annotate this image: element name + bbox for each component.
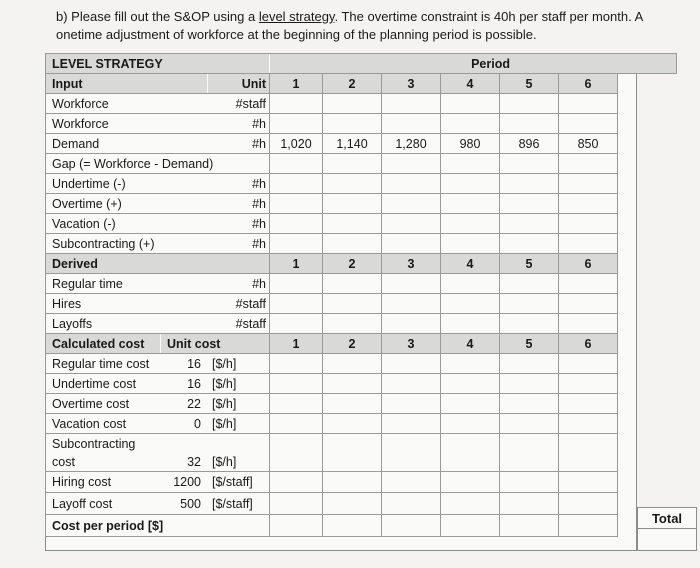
cell[interactable] — [270, 154, 323, 174]
demand-row — [46, 134, 677, 154]
cell[interactable] — [382, 472, 441, 493]
cell[interactable] — [270, 374, 323, 394]
cost-unit: [$/h] — [208, 354, 270, 374]
row-unit: #h — [208, 274, 270, 294]
cell[interactable] — [382, 234, 441, 254]
cell[interactable] — [382, 414, 441, 434]
cell[interactable] — [500, 154, 559, 174]
cell[interactable] — [382, 214, 441, 234]
cell[interactable] — [323, 154, 382, 174]
period-5: 5 — [500, 254, 559, 274]
period-3: 3 — [382, 74, 441, 94]
cell[interactable] — [441, 234, 500, 254]
cell[interactable] — [559, 472, 618, 493]
cell[interactable] — [382, 194, 441, 214]
cell[interactable] — [500, 314, 559, 334]
cell[interactable] — [270, 114, 323, 134]
derived-section-row — [46, 254, 677, 274]
cell[interactable] — [270, 354, 323, 374]
cost-unit: [$/staff] — [208, 472, 270, 493]
question-prefix: b) Please fill out the S&OP using a — [56, 9, 259, 24]
cost-value: 32 — [161, 434, 208, 472]
cell[interactable] — [323, 294, 382, 314]
regular-time-row — [46, 274, 677, 294]
cell[interactable] — [559, 515, 618, 537]
cell[interactable] — [559, 234, 618, 254]
overtime-cost-row — [46, 394, 677, 414]
cell[interactable] — [559, 274, 618, 294]
cost-label: Overtime cost — [46, 394, 161, 414]
question-rest: . The overtime constraint is 40h per staff per month. A — [334, 9, 644, 24]
cell[interactable] — [323, 234, 382, 254]
row-label: Demand — [46, 134, 208, 154]
cell[interactable] — [441, 274, 500, 294]
cell[interactable] — [559, 214, 618, 234]
cost-value: 16 — [161, 374, 208, 394]
cell[interactable] — [382, 434, 441, 472]
period-2: 2 — [323, 74, 382, 94]
cell[interactable] — [441, 434, 500, 472]
hiring-cost-row — [46, 472, 677, 493]
row-unit: #staff — [208, 314, 270, 334]
row-label: Vacation (-) — [46, 214, 208, 234]
cell[interactable] — [500, 374, 559, 394]
cost-label: Regular time cost — [46, 354, 161, 374]
period-label: Period — [270, 54, 677, 74]
cost-value: 22 — [161, 394, 208, 414]
demand-p6: 850 — [559, 134, 618, 154]
period-4: 4 — [441, 334, 500, 354]
cell[interactable] — [323, 114, 382, 134]
cell[interactable] — [382, 515, 441, 537]
cost-label: Subcontracting cost — [46, 434, 161, 472]
cell[interactable] — [270, 414, 323, 434]
row-label: Undertime (-) — [46, 174, 208, 194]
row-unit: #h — [208, 174, 270, 194]
cell[interactable] — [323, 493, 382, 515]
calculated-label: Calculated cost — [46, 334, 161, 354]
unit-header: Unit — [208, 74, 270, 94]
row-label: Hires — [46, 294, 208, 314]
cell[interactable] — [382, 174, 441, 194]
row-label: Workforce — [46, 94, 208, 114]
cell[interactable] — [441, 214, 500, 234]
cell[interactable] — [270, 314, 323, 334]
cell[interactable] — [441, 154, 500, 174]
table-title: LEVEL STRATEGY — [46, 54, 270, 74]
period-5: 5 — [500, 74, 559, 94]
cell[interactable] — [382, 274, 441, 294]
input-label: Input — [46, 74, 208, 94]
cost-per-period-row — [46, 515, 677, 537]
cell[interactable] — [500, 493, 559, 515]
period-3: 3 — [382, 334, 441, 354]
demand-p2: 1,140 — [323, 134, 382, 154]
cell[interactable] — [441, 472, 500, 493]
cell[interactable] — [323, 515, 382, 537]
cell[interactable] — [559, 493, 618, 515]
cell[interactable] — [270, 194, 323, 214]
cell[interactable] — [500, 434, 559, 472]
cell[interactable] — [441, 515, 500, 537]
cell[interactable] — [323, 472, 382, 493]
total-label: Total — [637, 507, 697, 529]
cell[interactable] — [270, 214, 323, 234]
row-label: Workforce — [46, 114, 208, 134]
cell[interactable] — [441, 394, 500, 414]
cell[interactable] — [500, 414, 559, 434]
cell[interactable] — [323, 274, 382, 294]
cell[interactable] — [270, 94, 323, 114]
cell[interactable] — [382, 354, 441, 374]
cost-label: Undertime cost — [46, 374, 161, 394]
cost-value: 500 — [161, 493, 208, 515]
cell[interactable] — [559, 414, 618, 434]
cell[interactable] — [323, 354, 382, 374]
cell[interactable] — [323, 94, 382, 114]
cell[interactable] — [323, 414, 382, 434]
cell[interactable] — [441, 493, 500, 515]
period-4: 4 — [441, 254, 500, 274]
table-header-row — [46, 54, 677, 74]
cell[interactable] — [500, 234, 559, 254]
unit-cost-header: Unit cost — [161, 334, 270, 354]
cell[interactable] — [270, 515, 323, 537]
row-unit: #h — [208, 234, 270, 254]
level-strategy-link: level strategy — [258, 9, 335, 24]
cell[interactable] — [270, 394, 323, 414]
gap-row — [46, 154, 677, 174]
row-unit: #h — [208, 134, 270, 154]
demand-p4: 980 — [441, 134, 500, 154]
cell[interactable] — [441, 94, 500, 114]
cell[interactable] — [270, 174, 323, 194]
input-section-row — [46, 74, 677, 94]
cost-label: Vacation cost — [46, 414, 161, 434]
total-cell[interactable] — [637, 529, 697, 551]
sop-table — [45, 53, 677, 537]
cell[interactable] — [500, 515, 559, 537]
cell[interactable] — [382, 314, 441, 334]
cell[interactable] — [559, 94, 618, 114]
vacation-cost-row — [46, 414, 677, 434]
period-3: 3 — [382, 254, 441, 274]
cell[interactable] — [382, 94, 441, 114]
cell[interactable] — [323, 434, 382, 472]
cell[interactable] — [270, 434, 323, 472]
row-unit: #h — [208, 114, 270, 134]
period-6: 6 — [559, 334, 618, 354]
cell[interactable] — [500, 114, 559, 134]
cost-per-period-label: Cost per period [$] — [46, 515, 270, 537]
cell[interactable] — [441, 174, 500, 194]
row-label: Regular time — [46, 274, 208, 294]
cell[interactable] — [323, 314, 382, 334]
cell[interactable] — [559, 354, 618, 374]
workforce-hours-row — [46, 114, 677, 134]
cell[interactable] — [382, 294, 441, 314]
cell[interactable] — [323, 374, 382, 394]
cell[interactable] — [559, 194, 618, 214]
cell[interactable] — [382, 493, 441, 515]
cell[interactable] — [441, 414, 500, 434]
cell[interactable] — [323, 394, 382, 414]
workforce-staff-row — [46, 94, 677, 114]
cost-value: 1200 — [161, 472, 208, 493]
cell[interactable] — [323, 194, 382, 214]
cost-value: 0 — [161, 414, 208, 434]
period-1: 1 — [270, 74, 323, 94]
cell[interactable] — [500, 354, 559, 374]
cell[interactable] — [382, 394, 441, 414]
cell[interactable] — [441, 374, 500, 394]
cost-unit: [$/h] — [208, 374, 270, 394]
cell[interactable] — [270, 294, 323, 314]
cost-value: 16 — [161, 354, 208, 374]
cell[interactable] — [441, 114, 500, 134]
cell[interactable] — [441, 194, 500, 214]
period-2: 2 — [323, 254, 382, 274]
vacation-row — [46, 214, 677, 234]
row-label: Subcontracting (+) — [46, 234, 208, 254]
overtime-row — [46, 194, 677, 214]
regular-time-cost-row — [46, 354, 677, 374]
cell[interactable] — [270, 274, 323, 294]
undertime-row — [46, 174, 677, 194]
period-5: 5 — [500, 334, 559, 354]
period-1: 1 — [270, 254, 323, 274]
cost-unit: [$/h] — [208, 414, 270, 434]
cell[interactable] — [323, 214, 382, 234]
layoff-cost-row — [46, 493, 677, 515]
cell[interactable] — [500, 274, 559, 294]
cell[interactable] — [559, 434, 618, 472]
cell[interactable] — [382, 114, 441, 134]
period-4: 4 — [441, 74, 500, 94]
row-unit: #h — [208, 214, 270, 234]
cell[interactable] — [270, 472, 323, 493]
demand-p3: 1,280 — [382, 134, 441, 154]
calculated-section-row — [46, 334, 677, 354]
period-2: 2 — [323, 334, 382, 354]
cell[interactable] — [441, 354, 500, 374]
cell[interactable] — [559, 394, 618, 414]
hires-row — [46, 294, 677, 314]
cell[interactable] — [270, 234, 323, 254]
row-unit: #h — [208, 194, 270, 214]
row-label: Gap (= Workforce - Demand) — [46, 154, 270, 174]
cell[interactable] — [500, 214, 559, 234]
cell[interactable] — [323, 174, 382, 194]
cost-label: Layoff cost — [46, 493, 161, 515]
cell[interactable] — [559, 154, 618, 174]
cell[interactable] — [500, 294, 559, 314]
question-text — [56, 8, 686, 44]
cell[interactable] — [500, 174, 559, 194]
cell[interactable] — [382, 374, 441, 394]
cell[interactable] — [500, 194, 559, 214]
cell[interactable] — [500, 394, 559, 414]
row-label: Overtime (+) — [46, 194, 208, 214]
cost-unit: [$/h] — [208, 394, 270, 414]
cell[interactable] — [559, 374, 618, 394]
cost-unit: [$/h] — [208, 434, 270, 472]
cell[interactable] — [559, 314, 618, 334]
cost-label: Hiring cost — [46, 472, 161, 493]
derived-label: Derived — [46, 254, 270, 274]
cell[interactable] — [441, 314, 500, 334]
cell[interactable] — [382, 154, 441, 174]
cell[interactable] — [500, 94, 559, 114]
period-6: 6 — [559, 254, 618, 274]
cell[interactable] — [500, 472, 559, 493]
demand-p5: 896 — [500, 134, 559, 154]
question-line2: onetime adjustment of workforce at the beginning of the planning period is possible. — [56, 27, 537, 42]
subcontracting-cost-row — [46, 434, 677, 472]
subcontracting-row — [46, 234, 677, 254]
cell[interactable] — [270, 493, 323, 515]
layoffs-row — [46, 314, 677, 334]
cell[interactable] — [559, 174, 618, 194]
cost-unit: [$/staff] — [208, 493, 270, 515]
demand-p1: 1,020 — [270, 134, 323, 154]
row-unit: #staff — [208, 294, 270, 314]
undertime-cost-row — [46, 374, 677, 394]
period-1: 1 — [270, 334, 323, 354]
cell[interactable] — [559, 294, 618, 314]
period-6: 6 — [559, 74, 618, 94]
cell[interactable] — [441, 294, 500, 314]
cell[interactable] — [559, 114, 618, 134]
row-unit: #staff — [208, 94, 270, 114]
row-label: Layoffs — [46, 314, 208, 334]
